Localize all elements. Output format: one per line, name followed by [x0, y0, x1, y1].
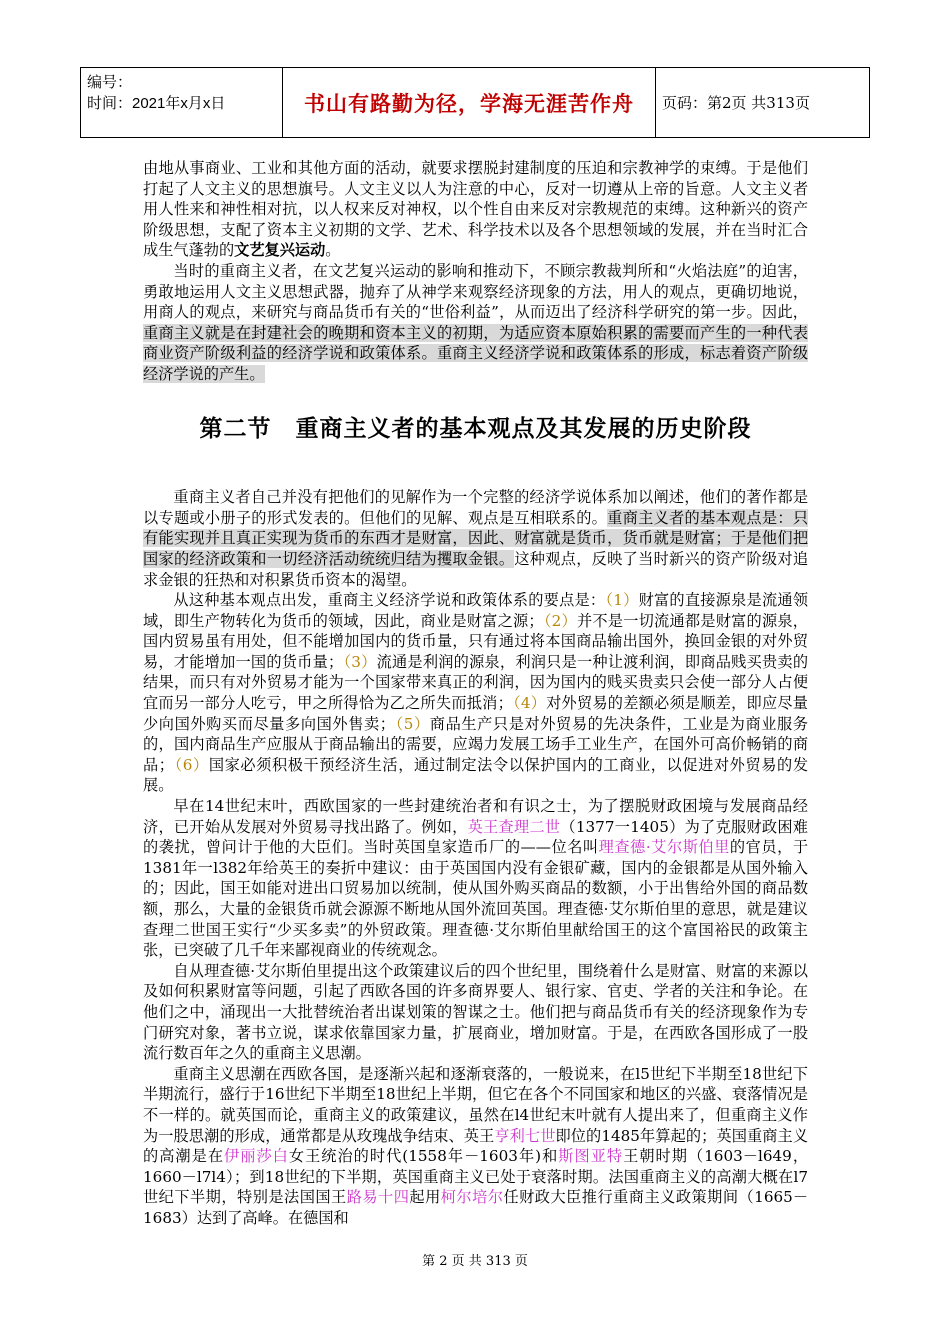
- link-louis-xiv[interactable]: 路易十四: [346, 1188, 410, 1207]
- p4-num-4: （4）: [512, 694, 547, 713]
- p7-c: 女王统治的时代(1558年－1603年)和: [288, 1147, 559, 1166]
- p4-num-2: （2）: [543, 611, 577, 630]
- p5-c: 的官员，于1381年一l382年给英王的奏折中建议：由于英国国内没有金银矿藏，国内的金银都是从国外输入的；因此，国王如能对进出口贸易加以统制，使从国外购买商品的数额，小于出售给外国的商品数额，那么，大量的金银货币就会源源不断地从国外流回英国。理查德·艾尔斯伯里的意思，就是建议查理二世国王实行“少买多卖”的外贸政策。理查德·艾尔斯伯里献给国王的这个富国裕民的政策主张，已突破了几千年来鄙视商业的传统观念。: [143, 838, 809, 960]
- p5-b: （1377一1405）为了克服财政困难的袭扰，曾问计于他的大臣们。当时英国皇家造币厂的——位名叫: [143, 817, 808, 857]
- header-page-info: 页码：第2页 共313页: [662, 94, 810, 112]
- date-label: 时间：2021年x月x日: [87, 95, 226, 112]
- p4-f: 商品生产只是对外贸易的先决条件，工业是为商业服务的，国内商品生产应服从于商品输出的需要，应竭力发展工场手工业生产，在国外可高价畅销的商品；: [143, 714, 808, 774]
- p1-bold-term: 文艺复兴运动: [234, 241, 326, 260]
- p2-highlight: 重商主义就是在封建社会的晚期和资本主义的初期，为适应资本原始积累的需要而产生的一种代表商业资产阶级利益的经济学说和政策体系。重商主义经济学说和政策体系的形成，标志着资产阶级经济学说的产生。: [143, 323, 808, 383]
- paragraph-7: [143, 1064, 808, 1229]
- paragraph-4: [143, 590, 808, 796]
- link-henry-vii[interactable]: 亨利七世: [494, 1126, 556, 1145]
- p1-text: 由地从事商业、工业和其他方面的活动，就要求摆脱封建制度的压迫和宗教神学的束缚。于是他们打起了人文主义的思想旗号。人文主义以人为注意的中心，反对一切遵从上帝的旨意。人文主义者用人性来和神性相对抗，以人权来反对神权，以个性自由来反对宗教规范的束缚。这种新兴的资产阶级思想，支配了资本主义初期的文学、艺术、科学技术以及各个思想领域的发展，并在当时汇合成生气蓬勃的: [143, 159, 808, 260]
- p3-end: 这种观点，反映了当时新兴的资产阶级对追求金银的狂热和对积累货币资本的渴望。: [143, 549, 809, 589]
- page-footer: 第 2 页 共 313 页: [422, 1254, 528, 1269]
- paragraph-3: [143, 487, 808, 590]
- p7-f: 任财政大臣推行重商主义政策期间（1665－1683）达到了高峰。在德国和: [143, 1188, 809, 1227]
- p4-num-6: （6）: [173, 755, 209, 774]
- p4-num-5: （5）: [394, 714, 430, 733]
- p5-a: 早在14世纪末叶，西欧国家的一些封建统治者和有识之士，为了摆脱财政困境与发展商品经济，已开始从发展对外贸易寻找出路了。例如，: [143, 797, 808, 836]
- p3-highlight: 重商主义者的基本观点是：只有能实现并且真正实现为货币的东西才是财富，因此、财富就是货币，货币就是财富；于是他们把国家的经济政策和一切经济活动统统归结为攫取金银。: [143, 508, 809, 568]
- p4-num-1: （1）: [605, 591, 639, 610]
- link-charles-ii[interactable]: 英王查理二世: [467, 817, 561, 836]
- p2-text: 当时的重商主义者，在文艺复兴运动的影响和推动下，不顾宗教裁判所和“火焰法庭”的迫害，勇敢地运用人文主义思想武器，抛弃了从神学来观察经济现象的方法，用人的观点，更确切地说，用商人的观点，来研究与商品货币有关的“世俗利益”，从而迈出了经济科学研究的第一步。因此，: [143, 261, 808, 322]
- paragraph-6: [143, 961, 808, 1064]
- p7-d: 王朝时期（1603－l649，1660－l7l4）；到18世纪的下半期，英国重商主义已处于衰落时期。法国重商主义的高潮大概在l7世纪下半期，特别是法国国王: [143, 1147, 809, 1207]
- p7-a: 重商主义思潮在西欧各国，是逐渐兴起和逐渐衰落的，一般说来，在l5世纪下半期至18世纪下半期流行，盛行于16世纪下半期至18世纪上半期，但它在各个不同国家和地区的兴盛、衰落情况是不一样的。就英国而论，重商主义的政策建议，虽然在l4世纪末叶就有人提出来了，但重商主义作为一股思潮的形成，通常都是从玫瑰战争结束、英王: [143, 1064, 808, 1145]
- paragraph-5: [143, 796, 808, 961]
- page-header: [80, 67, 870, 138]
- paragraph-1: [143, 158, 808, 261]
- header-meta: [81, 68, 283, 137]
- p3-text: 重商主义者自己并没有把他们的见解作为一个完整的经济学说体系加以阐述，他们的著作都是以专题或小册子的形式发表的。但他们的见解、观点是互相联系的。: [143, 488, 808, 527]
- document-body: [143, 158, 808, 1229]
- section-title: 第二节 重商主义者的基本观点及其发展的历史阶段: [199, 415, 752, 442]
- p7-e: 起用: [409, 1188, 441, 1207]
- p1-end: 。: [325, 241, 341, 260]
- number-label: 编号：: [87, 74, 133, 91]
- p4-b: 财富的直接源泉是流通领域，即生产物转化为货币的领域，因此，商业是财富之源；: [143, 591, 809, 630]
- link-richard-aylesbury[interactable]: 理查德·艾尔斯伯里: [598, 838, 730, 857]
- p4-g: 国家必须积极干预经济生活，通过制定法令以保护国内的工商业，以促进对外贸易的发展。: [143, 755, 809, 795]
- p4-c: 并不是一切流通都是财富的源泉，国内贸易虽有用处，但不能增加国内的货币量，只有通过将本国商品输出国外，换回金银的对外贸易，才能增加一国的货币量；: [143, 611, 808, 671]
- link-stuart[interactable]: 斯图亚特: [558, 1147, 624, 1166]
- p4-e: 对外贸易的差额必须是顺差，即应尽量少向国外购买而尽量多向国外售卖；: [143, 694, 808, 733]
- p4-a: 从这种基本观点出发，重商主义经济学说和政策体系的要点是：: [173, 591, 606, 610]
- paragraph-2: [143, 261, 808, 385]
- p7-b: 即位的1485年算起的；英国重商主义的高潮是在: [143, 1126, 809, 1166]
- p4-d: 流通是利润的源泉，利润只是一种让渡利润，即商品贱买贵卖的结果，而只有对外贸易才能为一个国家带来真正的利润，因为国内的贱买贵卖只会使一部分人占便宜而另一部分人吃亏，甲之所得恰为乙之所失而抵消；: [143, 652, 809, 713]
- p6-text: 自从理查德·艾尔斯伯里提出这个政策建议后的四个世纪里，围绕着什么是财富、财富的来源以及如何积累财富等问题，引起了西欧各国的许多商界要人、银行家、官吏、学者的关注和争论。在他们之中，涌现出一大批替统治者出谋划策的智谋之士。他们把与商品货币有关的经济现象作为专门研究对象，著书立说，谋求依靠国家力量，扩展商业，增加财富。于是，在西欧各国形成了一股流行数百年之久的重商主义思潮。: [143, 961, 808, 1063]
- link-elizabeth[interactable]: 伊丽莎白: [224, 1147, 289, 1166]
- header-motto: 书山有路勤为径，学海无涯苦作舟: [283, 68, 656, 137]
- link-colbert[interactable]: 柯尔培尔: [440, 1188, 504, 1207]
- p4-num-3: （3）: [343, 652, 377, 671]
